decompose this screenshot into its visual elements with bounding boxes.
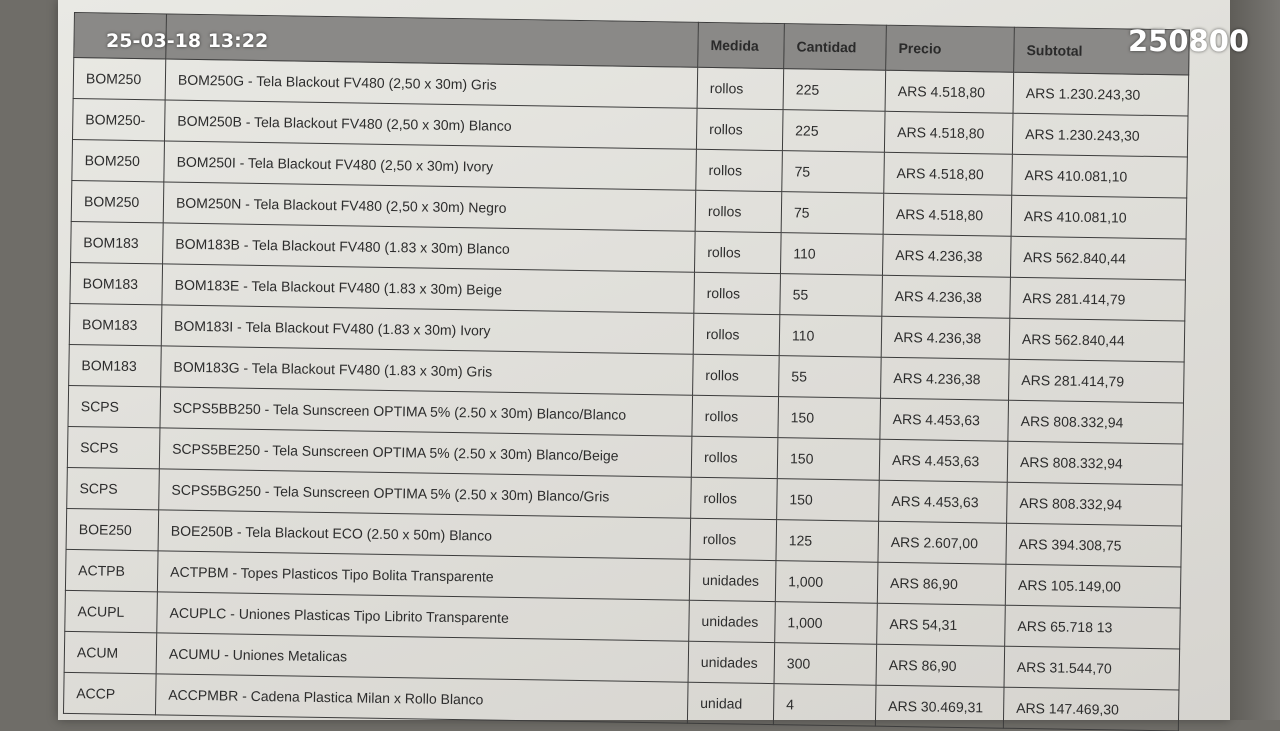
cell-precio: ARS 4.518,80 [883, 193, 1012, 236]
cell-subtotal: ARS 394.308,75 [1006, 523, 1182, 567]
cell-subtotal: ARS 808.332,94 [1007, 482, 1183, 526]
cell-precio: ARS 4.236,38 [881, 316, 1010, 359]
price-table-container [63, 12, 1189, 731]
cell-code: BOM183 [69, 344, 162, 386]
cell-precio: ARS 4.518,80 [885, 70, 1014, 113]
cell-medida: rollos [695, 190, 782, 232]
cell-medida: rollos [697, 67, 784, 109]
cell-cantidad: 225 [783, 69, 886, 112]
cell-code: BOM250 [71, 180, 164, 222]
cell-subtotal: ARS 808.332,94 [1008, 400, 1184, 444]
cell-cantidad: 150 [778, 397, 881, 440]
cell-precio: ARS 4.236,38 [882, 234, 1011, 277]
cell-medida: rollos [693, 313, 780, 355]
cell-cantidad: 225 [782, 110, 885, 153]
cell-subtotal: ARS 410.081,10 [1012, 154, 1188, 198]
cell-medida: rollos [693, 354, 780, 396]
cell-cantidad: 300 [774, 643, 877, 686]
cell-code: ACUPL [65, 590, 158, 632]
cell-cantidad: 150 [777, 479, 880, 522]
cell-product: ACUMU - Uniones Metalicas [156, 633, 689, 682]
cell-medida: unidades [688, 641, 775, 683]
cell-precio: ARS 86,90 [877, 562, 1006, 605]
cell-medida: unidad [687, 682, 774, 724]
cell-subtotal: ARS 105.149,00 [1005, 564, 1181, 608]
cell-cantidad: 75 [781, 192, 884, 235]
cell-precio: ARS 86,90 [876, 644, 1005, 687]
cell-product: SCPS5BE250 - Tela Sunscreen OPTIMA 5% (2.50 x 30m) Blanco/Beige [159, 428, 692, 477]
cell-code: BOM250- [72, 98, 165, 140]
header-subtotal: Subtotal [1014, 27, 1190, 75]
cell-medida: unidades [689, 559, 776, 601]
cell-product: ACUPLC - Uniones Plasticas Tipo Librito Transparente [157, 592, 690, 641]
cell-code: BOE250 [66, 508, 159, 550]
cell-precio: ARS 4.236,38 [881, 357, 1010, 400]
cell-subtotal: ARS 281.414,79 [1010, 277, 1186, 321]
cell-code: ACUM [64, 631, 157, 673]
cell-subtotal: ARS 65.718 13 [1005, 605, 1181, 649]
cell-medida: rollos [691, 436, 778, 478]
cell-precio: ARS 54,31 [877, 603, 1006, 646]
cell-precio: ARS 4.518,80 [884, 152, 1013, 195]
cell-medida: rollos [692, 395, 779, 437]
cell-code: BOM250 [73, 58, 166, 100]
cell-medida: unidades [689, 600, 776, 642]
cell-code: ACTPB [65, 549, 158, 591]
header-cantidad: Cantidad [784, 24, 887, 71]
cell-precio: ARS 4.453,63 [879, 439, 1008, 482]
cell-product: BOM183E - Tela Blackout FV480 (1.83 x 30m) Beige [162, 264, 695, 313]
table-body [63, 58, 1188, 731]
cell-product: SCPS5BB250 - Tela Sunscreen OPTIMA 5% (2.50 x 30m) Blanco/Blanco [160, 387, 693, 436]
cell-cantidad: 110 [779, 315, 882, 358]
cell-product: BOM183I - Tela Blackout FV480 (1.83 x 30m) Ivory [161, 305, 694, 354]
camera-timestamp: 25-03-18 13:22 [106, 30, 269, 52]
cell-precio: ARS 4.453,63 [879, 480, 1008, 523]
cell-cantidad: 125 [776, 520, 879, 563]
cell-subtotal: ARS 808.332,94 [1007, 441, 1183, 485]
cell-code: SCPS [67, 467, 160, 509]
cell-product: ACTPBM - Topes Plasticos Tipo Bolita Transparente [157, 551, 690, 600]
cell-product: BOM250B - Tela Blackout FV480 (2,50 x 30m) Blanco [164, 100, 697, 149]
cell-cantidad: 1,000 [775, 602, 878, 645]
cell-precio: ARS 30.469,31 [875, 685, 1004, 728]
cell-product: BOE250B - Tela Blackout ECO (2.50 x 50m) Blanco [158, 510, 691, 559]
cell-medida: rollos [694, 272, 781, 314]
cell-code: SCPS [68, 385, 161, 427]
cell-product: BOM250I - Tela Blackout FV480 (2,50 x 30m) Ivory [164, 141, 697, 190]
cell-precio: ARS 4.518,80 [884, 111, 1013, 154]
cell-code: BOM183 [71, 221, 164, 263]
cell-precio: ARS 2.607,00 [878, 521, 1007, 564]
cell-cantidad: 150 [777, 438, 880, 481]
cell-product: ACCPMBR - Cadena Plastica Milan x Rollo Blanco [155, 674, 688, 723]
cell-cantidad: 110 [780, 233, 883, 276]
cell-subtotal: ARS 410.081,10 [1011, 195, 1187, 239]
cell-subtotal: ARS 1.230.243,30 [1013, 72, 1189, 116]
cell-precio: ARS 4.453,63 [880, 398, 1009, 441]
cell-code: BOM183 [70, 262, 163, 304]
cell-subtotal: ARS 31.544,70 [1004, 646, 1180, 690]
cell-cantidad: 55 [780, 274, 883, 317]
cell-subtotal: ARS 562.840,44 [1010, 236, 1186, 280]
cell-medida: rollos [690, 518, 777, 560]
cell-subtotal: ARS 281.414,79 [1009, 359, 1185, 403]
cell-code: BOM250 [72, 139, 165, 181]
cell-subtotal: ARS 147.469,30 [1003, 687, 1179, 731]
background-edge [1230, 0, 1280, 720]
header-medida: Medida [698, 22, 785, 68]
cell-cantidad: 4 [773, 684, 876, 727]
cell-medida: rollos [696, 108, 783, 150]
cell-code: SCPS [67, 426, 160, 468]
cell-code: BOM183 [69, 303, 162, 345]
cell-code: ACCP [63, 672, 156, 714]
cell-cantidad: 1,000 [775, 561, 878, 604]
cell-medida: rollos [696, 149, 783, 191]
cell-cantidad: 75 [782, 151, 885, 194]
header-precio: Precio [886, 25, 1015, 72]
cell-precio: ARS 4.236,38 [882, 275, 1011, 318]
cell-product: BOM183B - Tela Blackout FV480 (1.83 x 30m) Blanco [163, 223, 696, 272]
cell-subtotal: ARS 562.840,44 [1009, 318, 1185, 362]
cell-product: BOM183G - Tela Blackout FV480 (1.83 x 30m) Gris [161, 346, 694, 395]
cell-medida: rollos [691, 477, 778, 519]
camera-counter: 250800 [1128, 24, 1250, 58]
cell-subtotal: ARS 1.230.243,30 [1012, 113, 1188, 157]
cell-product: BOM250N - Tela Blackout FV480 (2,50 x 30m) Negro [163, 182, 696, 231]
price-table [63, 12, 1190, 731]
cell-product: SCPS5BG250 - Tela Sunscreen OPTIMA 5% (2.50 x 30m) Blanco/Gris [159, 469, 692, 518]
cell-product: BOM250G - Tela Blackout FV480 (2,50 x 30m) Gris [165, 59, 698, 108]
cell-medida: rollos [694, 231, 781, 273]
cell-cantidad: 55 [779, 356, 882, 399]
